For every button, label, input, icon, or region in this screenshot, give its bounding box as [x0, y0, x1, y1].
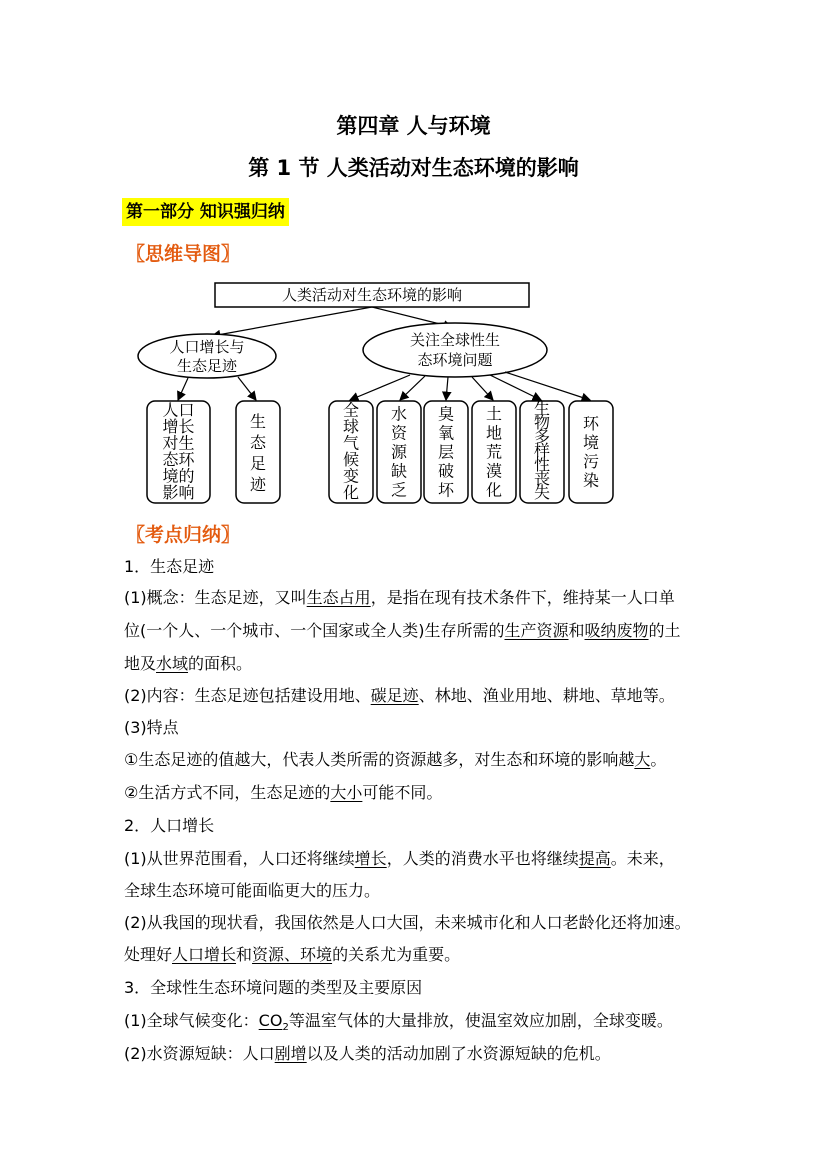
s2-p2-line2: 处理好人口增长和资源、环境的关系尤为重要。	[124, 945, 461, 964]
mindmap-leaf-text: 生	[249, 411, 267, 431]
connector-line	[490, 375, 541, 400]
mindmap-leaf-text: 境	[582, 433, 600, 453]
mindmap-leaf-text: 气	[342, 433, 360, 453]
mindmap-leaf-text: 态环	[162, 450, 195, 470]
mindmap-leaf-text: 漠	[485, 461, 503, 481]
s1-p3-item1: ①生态足迹的值越大，代表人类所需的资源越多，对生态和环境的影响越大。	[124, 750, 667, 769]
s1-p1-line3: 地及水域的面积。	[124, 654, 253, 673]
s2-p1-line1: (1)从世界范围看，人口还将继续增长，人类的消费水平也将继续提高。未来，	[124, 849, 675, 868]
mindmap-leaf-text: 球	[342, 417, 360, 437]
s3-p2: (2)水资源短缺：人口剧增以及人类的活动加剧了水资源短缺的危机。	[124, 1044, 611, 1063]
mindmap-leaf-text: 境的	[162, 466, 195, 486]
mindmap-leaf-text: 水	[390, 404, 408, 424]
s3-p1: (1)全球气候变化：$CO_2$等温室气体的大量排放，使温室效应加剧，全球变暖。	[124, 1011, 673, 1034]
mindmap-leaf-text: 土	[485, 404, 503, 424]
mindmap-leaf-text: 态	[249, 432, 267, 452]
mindmap-leaf-text: 人口	[162, 400, 195, 420]
mindmap-leaf-text: 候	[342, 450, 360, 470]
connector-line	[178, 378, 188, 400]
s1-p3: (3)特点	[124, 718, 179, 737]
mindmap-leaf-text: 源	[390, 442, 408, 462]
mindmap-leaf-text: 足	[249, 453, 267, 473]
mindmap-heading: 〖思维导图〗	[126, 243, 241, 265]
mindmap-leaf-text: 增长	[162, 417, 195, 437]
mindmap-leaf-text: 迹	[249, 474, 267, 494]
s2-p2-line1: (2)从我国的现状看，我国依然是人口大国，未来城市化和人口老龄化还将加速。	[124, 913, 691, 932]
mindmap-leaf-text: 多	[533, 427, 551, 447]
s1-p3-item2: ②生活方式不同，生态足迹的大小可能不同。	[124, 783, 443, 802]
mindmap-leaf-text: 臭	[437, 404, 455, 424]
connector-line	[238, 377, 256, 400]
s1-p1-line1: (1)概念：生态足迹，又叫生态占用，是指在现有技术条件下，维持某一人口单	[124, 588, 675, 607]
mindmap-leaf-text: 对生	[162, 433, 195, 453]
s1-title: 1．生态足迹	[124, 557, 215, 576]
chapter-title: 第四章 人与环境	[336, 114, 491, 138]
mindmap-root-text: 人类活动对生态环境的影响	[281, 286, 463, 304]
right-node-line-2: 态环境问题	[417, 351, 493, 369]
mindmap-leaf-text: 物	[533, 413, 551, 433]
mindmap-leaf-text: 样	[533, 441, 551, 461]
connector-line	[446, 377, 448, 400]
mindmap-leaf-text: 丧	[533, 469, 551, 489]
mindmap-leaf-text: 全	[342, 400, 360, 420]
kaodian-heading: 〖考点归纳〗	[126, 524, 241, 546]
mindmap-leaf-text: 失	[533, 483, 551, 503]
connector-line	[400, 376, 425, 400]
right-node-line-1: 关注全球性生	[409, 331, 501, 349]
mindmap-leaf-text: 影响	[162, 483, 195, 503]
left-node-line-1: 人口增长与	[169, 338, 245, 356]
mindmap-leaf-text: 污	[582, 452, 600, 472]
mindmap-diagram	[0, 0, 827, 520]
s2-title: 2．人口增长	[124, 816, 215, 835]
mindmap-leaf-text: 生	[533, 399, 551, 419]
s1-p2: (2)内容：生态足迹包括建设用地、碳足迹、林地、渔业用地、耕地、草地等。	[124, 686, 675, 705]
mindmap-leaf-text: 乏	[390, 480, 408, 500]
connector-line	[505, 372, 590, 400]
left-node-line-2: 生态足迹	[176, 357, 238, 375]
mindmap-leaf-text: 环	[582, 414, 600, 434]
part-label: 第一部分 知识强归纳	[122, 198, 289, 226]
connector-line	[472, 377, 493, 400]
mindmap-leaf-text: 地	[485, 423, 503, 443]
connector-line	[212, 307, 372, 336]
mindmap-leaf-text: 荒	[485, 442, 503, 462]
section-title: 第 1 节 人类活动对生态环境的影响	[248, 156, 579, 180]
mindmap-leaf-text: 化	[342, 483, 360, 503]
mindmap-leaf-text: 破	[437, 461, 455, 481]
mindmap-leaf-text: 性	[533, 455, 551, 475]
mindmap-leaf-text: 变	[342, 466, 360, 486]
connector-line	[350, 375, 410, 400]
s3-title: 3．全球性生态环境问题的类型及主要原因	[124, 978, 423, 997]
mindmap-leaf-text: 缺	[390, 461, 408, 481]
mindmap-leaf-text: 氧	[437, 423, 455, 443]
mindmap-leaf-text: 染	[582, 471, 600, 491]
mindmap-leaf-text: 坏	[437, 480, 455, 500]
mindmap-leaf-text: 资	[390, 423, 408, 443]
mindmap-leaf-text: 层	[437, 442, 455, 462]
s1-p1-line2: 位(一个人、一个城市、一个国家或全人类)生存所需的生产资源和吸纳废物的土	[124, 621, 681, 640]
mindmap-leaf-text: 化	[485, 480, 503, 500]
s2-p1-line2: 全球生态环境可能面临更大的压力。	[124, 881, 381, 900]
